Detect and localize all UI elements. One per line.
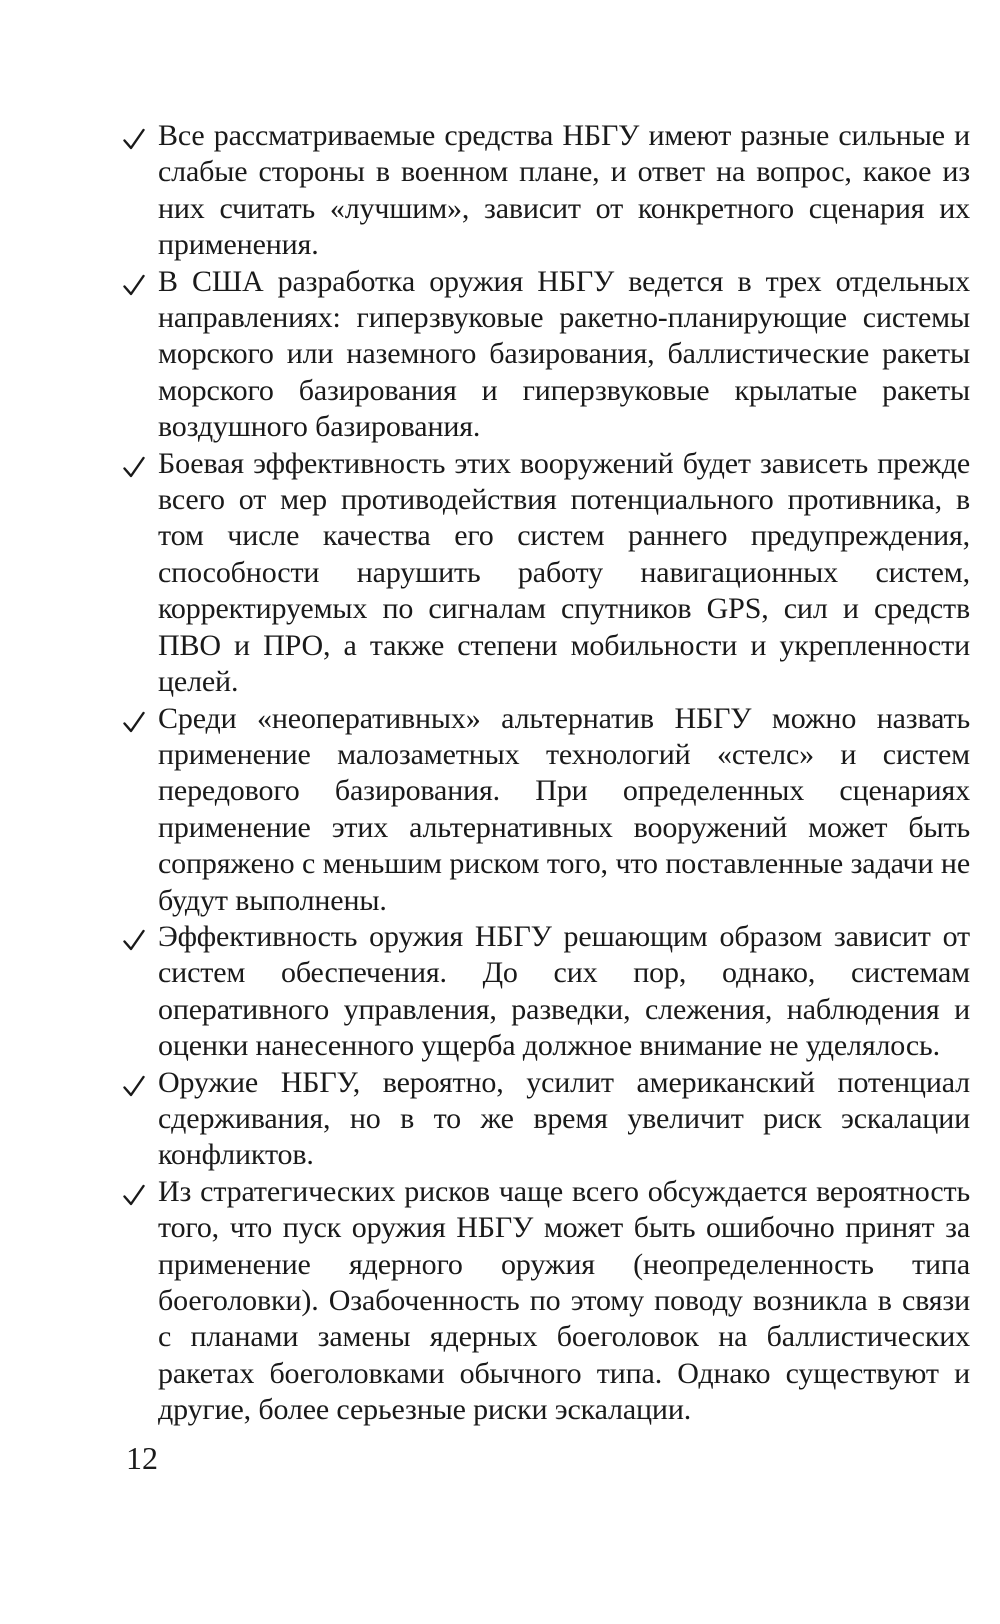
checkmark-icon [122, 1074, 146, 1098]
bullet-item [122, 701, 970, 919]
bullet-text: Боевая эффективность этих вооружений будет зависеть прежде всего от мер противодействия потенциального противника, в том числе качества его систем раннего предупреждения, способности нарушить работу навигационных систем, корректируемых по сигналам спутников GPS, сил и средств ПВО и ПРО, а также степени мобильности и укрепленности целей. [158, 446, 970, 699]
bullet-text: В США разработка оружия НБГУ ведется в трех отдельных направлениях: гиперзвуковые ракетно-планирующие системы морского или наземного базирования, баллистические ракеты морского базирования и гиперзвуковые крылатые ракеты воздушного базирования. [158, 264, 970, 444]
checkmark-icon [122, 1183, 146, 1207]
checkmark-icon [122, 928, 146, 952]
bullet-text: Все рассматриваемые средства НБГУ имеют разные сильные и слабые стороны в военном плане, и ответ на вопрос, какое из них считать «лучшим», зависит от конкретного сценария их применения. [158, 119, 970, 262]
checkmark-icon [122, 127, 146, 151]
summary-bullet-list [122, 118, 970, 1429]
bullet-item [122, 1065, 970, 1174]
bullet-item [122, 118, 970, 264]
bullet-text: Из стратегических рисков чаще всего обсуждается вероятность того, что пуск оружия НБГУ может быть ошибочно принят за применение ядерного оружия (неопределенность типа боеголовки). Озабоченность по этому поводу возникла в связи с планами замены ядерных боеголовок на баллистических ракетах боеголовками обычного типа. Однако существуют и другие, более серьезные риски эскалации. [158, 1174, 970, 1427]
checkmark-icon [122, 273, 146, 297]
bullet-text: Оружие НБГУ, вероятно, усилит американский потенциал сдерживания, но в то же время увеличит риск эскалации конфликтов. [158, 1065, 970, 1172]
bullet-text: Среди «неоперативных» альтернатив НБГУ можно назвать применение малозаметных технологий «стелс» и систем передового базирования. При определенных сценариях применение этих альтернативных вооружений может быть сопряжено с меньшим риском того, что поставленные задачи не будут выполнены. [158, 701, 970, 917]
bullet-item [122, 264, 970, 446]
bullet-item [122, 919, 970, 1065]
checkmark-icon [122, 710, 146, 734]
bullet-item [122, 1174, 970, 1429]
checkmark-icon [122, 455, 146, 479]
bullet-item [122, 446, 970, 701]
bullet-text: Эффективность оружия НБГУ решающим образом зависит от систем обеспечения. До сих пор, однако, системам оперативного управления, разведки, слежения, наблюдения и оценки нанесенного ущерба должное внимание не уделялось. [158, 919, 970, 1063]
page-number: 12 [126, 1440, 158, 1476]
